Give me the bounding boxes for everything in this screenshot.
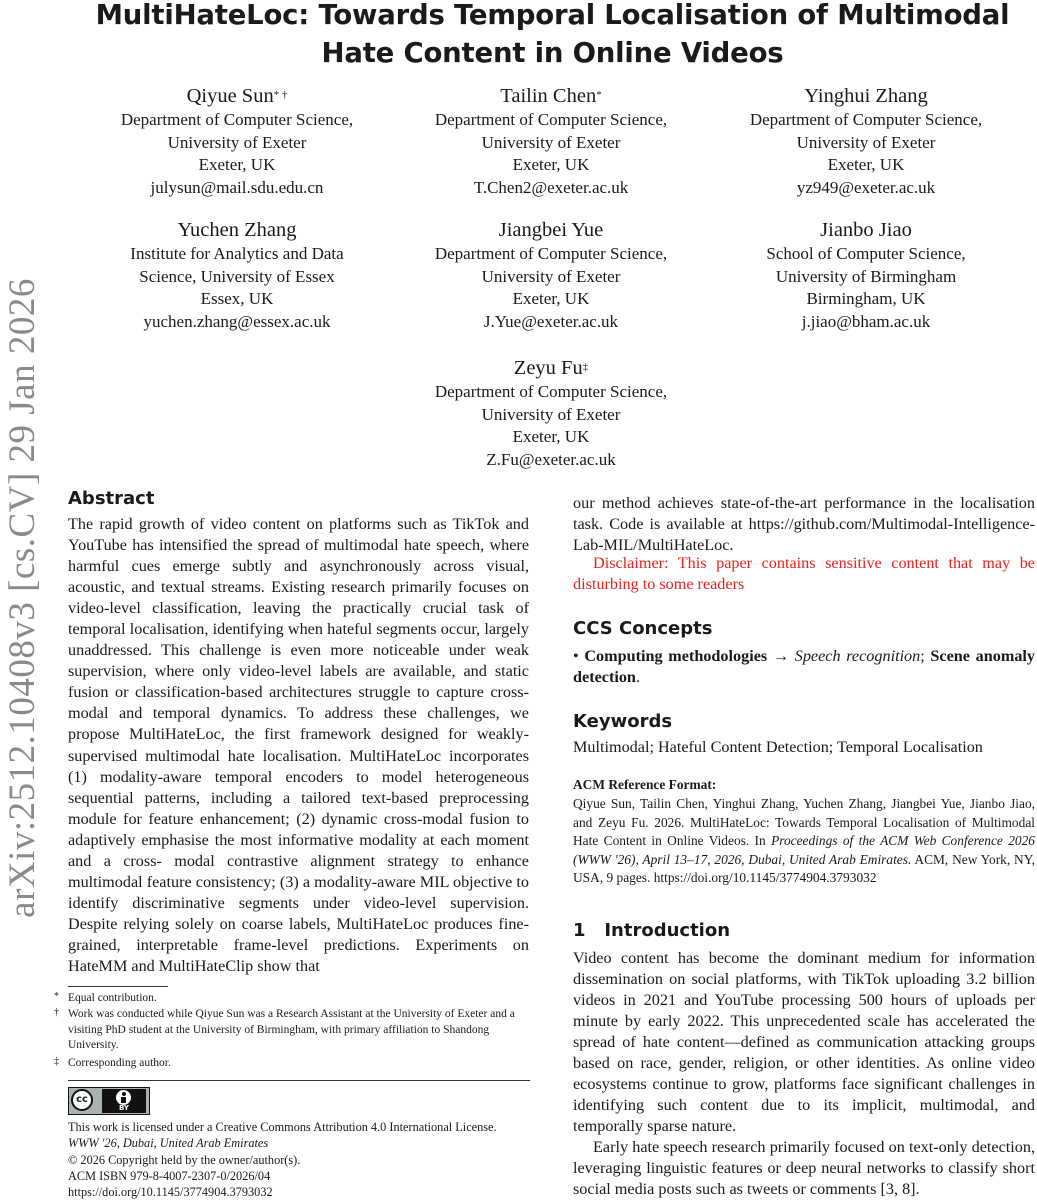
ccs-heading: CCS Concepts <box>573 618 713 639</box>
author-email[interactable]: J.Yue@exeter.ac.uk <box>483 312 619 332</box>
license-rule <box>68 1080 530 1081</box>
author-affiliation: Department of Computer Science, <box>749 110 983 129</box>
author-block <box>391 218 711 334</box>
author-email[interactable]: T.Chen2@exeter.ac.uk <box>473 178 629 198</box>
author-location: Birmingham, UK <box>806 289 926 309</box>
attribution-person-icon <box>116 1090 131 1105</box>
footnote-text: Equal contribution. <box>68 992 157 1004</box>
ccs-term: Scene anomaly detection <box>573 647 1036 687</box>
keywords-text: Multimodal; Hateful Content Detection; Temporal Localisation <box>573 738 983 756</box>
author-affiliation: Department of Computer Science, <box>120 110 354 129</box>
title-line-1: MultiHateLoc: Towards Temporal Localisation of Multimodal <box>95 0 1010 31</box>
footnote <box>54 991 530 1007</box>
license-isbn: ACM ISBN 979-8-4007-2307-0/2026/04 <box>68 1169 271 1183</box>
author-affiliation: University of Exeter <box>167 132 307 152</box>
author-block <box>391 356 711 472</box>
author-name: Qiyue Sun* † <box>186 85 288 107</box>
cc-icon: cc <box>71 1089 93 1111</box>
author-name: Jiangbei Yue <box>498 219 604 241</box>
author-block <box>77 218 397 334</box>
author-email[interactable]: Z.Fu@exeter.ac.uk <box>486 450 616 470</box>
license-copyright: © 2026 Copyright held by the owner/author(s). <box>68 1153 301 1167</box>
license-doi[interactable]: https://doi.org/10.1145/3774904.3793032 <box>68 1185 273 1199</box>
author-location: Exeter, UK <box>827 155 905 175</box>
author-affiliation: Institute for Analytics and Data <box>130 244 344 263</box>
abstract-continuation: our method achieves state-of-the-art performance in the localisation task. Code is available at https://github.com/Multimodal-Intelligence-Lab-MIL/MultiHateLoc. <box>573 494 1035 555</box>
author-name: Tailin Chen* <box>500 85 602 107</box>
disclaimer: Disclaimer: This paper contains sensitive content that may be disturbing to some readers <box>573 554 1035 594</box>
by-label: BY <box>118 1104 130 1112</box>
author-block <box>391 84 711 200</box>
footnote-text: Work was conducted while Qiyue Sun was a Research Assistant at the University of Exeter and a visiting PhD student at the University of Birmingham, with primary affiliation to Shandong University. <box>68 1008 515 1051</box>
author-block <box>706 218 1026 334</box>
author-name: Jianbo Jiao <box>820 219 912 241</box>
author-block <box>706 84 1026 200</box>
author-affiliation: Department of Computer Science, <box>434 110 668 129</box>
keywords-heading: Keywords <box>573 711 673 732</box>
acm-ref-text: Qiyue Sun, Tailin Chen, Yinghui Zhang, Yuchen Zhang, Jiangbei Yue, Jianbo Jiao, and Zeyu Fu. 2026. MultiHateLoc: Towards Temporal Localisation of Multimodal Hate Content in Online Videos. In Proceedings of the ACM Web Conference 2026 (WWW '26), April 13–17, 2026, Dubai, United Arab Emirates. ACM, New York, NY, USA, 9 pages. https://doi.org/10.1145/3774904.3793032 <box>573 796 1035 886</box>
footnote-rule <box>68 986 168 987</box>
author-affiliation: School of Computer Science, <box>766 244 966 263</box>
author-location: Exeter, UK <box>512 155 590 175</box>
author-affiliation: Department of Computer Science, <box>434 382 668 401</box>
footnote-mark: * <box>54 991 59 1002</box>
author-location: Essex, UK <box>200 289 274 309</box>
arxiv-stamp: arXiv:2512.10408v3 [cs.CV] 29 Jan 2026 <box>2 278 43 918</box>
footnote <box>54 1056 530 1072</box>
footnote <box>54 1007 530 1054</box>
cc-by-badge[interactable] <box>68 1087 150 1115</box>
footnote-text: Corresponding author. <box>68 1057 171 1069</box>
author-location: Exeter, UK <box>512 427 590 447</box>
author-name: Yinghui Zhang <box>804 85 928 107</box>
author-email[interactable]: j.jiao@bham.ac.uk <box>801 312 931 332</box>
author-block <box>77 84 397 200</box>
intro-paragraph: Video content has become the dominant medium for information dissemination on social platforms, with TikTok uploading 3.2 billion videos in 2021 and YouTube processing 500 hours of uploads per minute by early 2022. This unprecedented scale has accelerated the spread of hate content—defined as communication attacking groups based on race, gender, religion, or other identities. As online video ecosystems continue to grow, platforms face significant challenges in identifying such content due to its implicit, multimodal, and temporally sparse nature. <box>573 949 1035 1136</box>
author-affiliation: University of Exeter <box>481 404 621 424</box>
author-name: Yuchen Zhang <box>177 219 297 241</box>
author-affiliation: Science, University of Essex <box>139 266 335 286</box>
footnote-mark: † <box>54 1007 59 1018</box>
title-line-2: Hate Content in Online Videos <box>321 37 784 69</box>
author-affiliation: University of Exeter <box>796 132 936 152</box>
author-affiliation: University of Exeter <box>481 132 621 152</box>
footnote-mark: ‡ <box>54 1056 59 1067</box>
ccs-term: Speech recognition <box>794 647 921 665</box>
intro-paragraph: Early hate speech research primarily focused on text-only detection, leveraging linguistic features or deep neural networks to classify short social media posts such as tweets or comments [3, 8]. <box>573 1138 1035 1199</box>
author-affiliation: Department of Computer Science, <box>434 244 668 263</box>
author-email[interactable]: yuchen.zhang@essex.ac.uk <box>143 312 331 332</box>
acm-ref-heading: ACM Reference Format: <box>573 777 717 792</box>
author-affiliation: University of Exeter <box>481 266 621 286</box>
author-location: Exeter, UK <box>198 155 276 175</box>
ccs-term: Computing methodologies <box>584 647 768 665</box>
by-panel <box>102 1089 146 1113</box>
license-venue: WWW '26, Dubai, United Arab Emirates <box>68 1136 269 1150</box>
abstract-heading: Abstract <box>68 488 155 509</box>
license-line: This work is licensed under a Creative Commons Attribution 4.0 International License. <box>68 1120 497 1134</box>
paper-title <box>70 0 1035 72</box>
intro-heading: 1 Introduction <box>573 920 731 941</box>
author-email[interactable]: julysun@mail.sdu.edu.cn <box>150 178 324 198</box>
author-affiliation: University of Birmingham <box>775 266 957 286</box>
author-name: Zeyu Fu‡ <box>513 357 589 379</box>
author-location: Exeter, UK <box>512 289 590 309</box>
abstract-text: The rapid growth of video content on platforms such as TikTok and YouTube has intensified the spread of multimodal hate speech, where harmful cues emerge subtly and asynchronously across visual, acoustic, and textual streams. Existing research primarily focuses on video-level classification, leaving the practically crucial task of temporal localisation, identifying when hateful segments occur, largely unaddressed. This challenge is even more noticeable under weak supervision, where only video-level labels are available, and static fusion or classification-based architectures struggle to capture cross-modal and temporal dynamics. To address these challenges, we propose MultiHateLoc, the first framework designed for weakly-supervised multimodal hate localisation. MultiHateLoc incorporates (1) modality-aware temporal encoders to model heterogeneous sequential patterns, including a tailored text-based preprocessing module for feature enhancement; (2) dynamic cross-modal fusion to adaptively emphasise the most informative modality at each moment and a cross- modal contrastive alignment strategy to enhance multimodal feature consistency; (3) a modality-aware MIL objective to identify discriminative segments under video-level supervision. Despite relying solely on coarse labels, MultiHateLoc produces fine-grained, interpretable frame-level predictions. Experiments on HateMM and MultiHateClip show that <box>68 515 529 975</box>
ccs-concepts: • Computing methodologies → Speech recognition; Scene anomaly detection. <box>573 647 1036 687</box>
author-email[interactable]: yz949@exeter.ac.uk <box>796 178 936 198</box>
